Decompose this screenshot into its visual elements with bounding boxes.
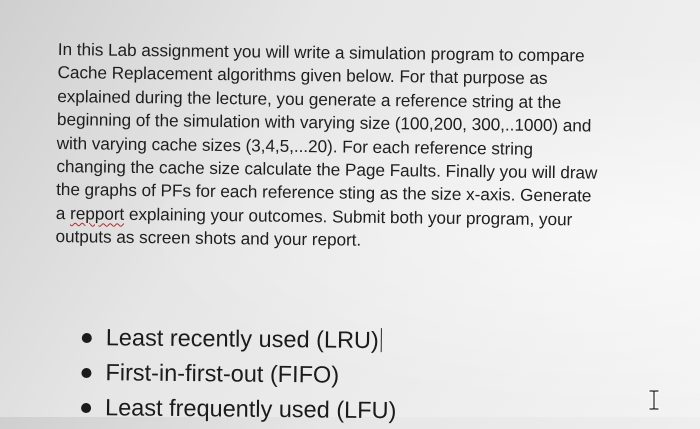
list-item bbox=[84, 320, 504, 359]
paragraph-line: with varying cache sizes (3,4,5,...20). For each reference string bbox=[56, 132, 534, 159]
paragraph-line: the graphs of PFs for each reference sting as the size x-axis. Generate bbox=[56, 179, 592, 206]
paragraph-line: In this Lab assignment you will write a simulation program to compare bbox=[57, 38, 585, 66]
paragraph-line: changing the cache size calculate the Page Faults. Finally you will draw bbox=[56, 156, 598, 183]
line-prefix: a bbox=[55, 202, 71, 224]
bullet-icon bbox=[81, 368, 91, 378]
list-item bbox=[83, 390, 503, 429]
list-item-label: Least recently used (LRU) bbox=[105, 324, 379, 354]
list-item-label: Least frequently used (LFU) bbox=[104, 394, 397, 424]
line-suffix: explaining your outcomes. Submit both your program, your bbox=[124, 203, 573, 230]
bullet-icon bbox=[82, 333, 92, 343]
algorithm-list bbox=[83, 320, 504, 429]
paragraph-line: outputs as screen shots and your report. bbox=[55, 226, 362, 250]
list-item-label: First-in-first-out (FIFO) bbox=[105, 359, 340, 388]
paragraph-line: explained during the lecture, you generate a reference string at the bbox=[57, 85, 562, 112]
bullet-icon bbox=[81, 403, 91, 413]
text-caret bbox=[381, 328, 383, 352]
assignment-paragraph bbox=[55, 38, 658, 256]
paragraph-line: beginning of the simulation with varying size (100,200, 300,..1000) and bbox=[56, 109, 592, 136]
i-beam-cursor-icon bbox=[648, 390, 660, 410]
misspelled-word[interactable]: repport bbox=[69, 203, 125, 224]
paragraph-line: Cache Replacement algorithms given below. For that purpose as bbox=[57, 62, 548, 89]
list-item bbox=[83, 355, 503, 394]
